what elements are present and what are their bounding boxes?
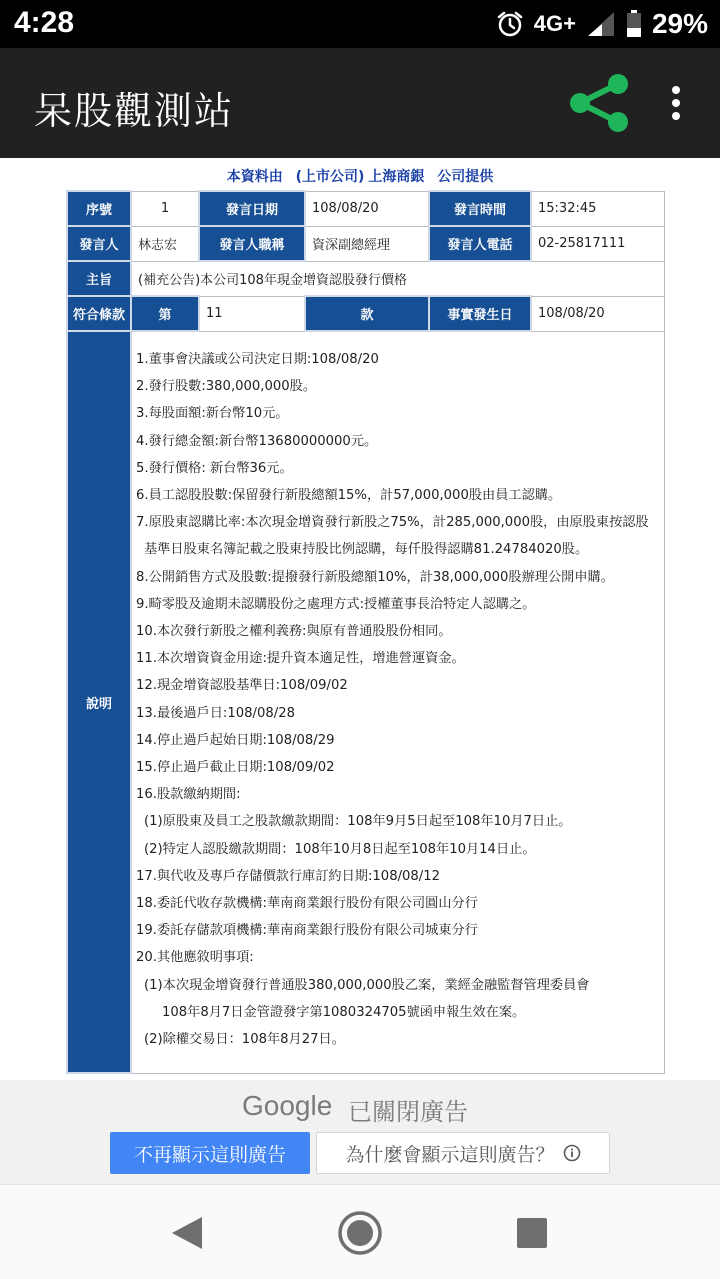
- status-time: 4:28: [14, 6, 75, 39]
- description-line: 11.本次增資資金用途:提升資本適足性，增進營運資金。: [136, 651, 465, 667]
- app-title: 呆股觀測站: [34, 89, 235, 133]
- navigation-bar: [0, 1184, 720, 1279]
- description-line: 4.發行總金額:新台幣13680000000元。: [136, 433, 378, 449]
- description-line: 17.與代收及專戶存儲價款行庫訂約日期:108/08/12: [136, 868, 441, 884]
- signal-icon: [586, 10, 616, 38]
- description-line: 8.公開銷售方式及股數:提撥發行新股總額10%，計38,000,000股辦理公開申購。: [136, 569, 614, 585]
- table-row: [67, 296, 664, 331]
- source-company: 上海商銀: [368, 169, 425, 185]
- phone-label: 發言人電話: [429, 226, 531, 261]
- description-list: [136, 346, 660, 1053]
- description-line: (1)原股東及員工之股款繳款期間：108年9月5日起至108年10月7日止。: [144, 814, 572, 830]
- description-line: 14.停止過戶起始日期:108/08/29: [136, 732, 335, 748]
- clause-kuan: 款: [305, 296, 429, 331]
- back-icon[interactable]: [170, 1215, 204, 1251]
- event-date-value: 108/08/20: [531, 296, 664, 331]
- table-row: [67, 331, 664, 1073]
- table-row: [67, 226, 664, 261]
- app-bar: [0, 48, 720, 158]
- description-line: (2)特定人認股繳款期間：108年10月8日起至108年10月14日止。: [144, 841, 536, 857]
- description-line: (1)本次現金增資發行普通股380,000,000股乙案，業經金融監督管理委員會: [144, 977, 590, 993]
- speaker-title-value: 資深副總經理: [305, 226, 429, 261]
- table-row: [67, 261, 664, 296]
- description-line: 19.委託存儲款項機構:華南商業銀行股份有限公司城東分行: [136, 923, 478, 939]
- time-value: 15:32:45: [531, 191, 664, 226]
- phone-value: 02-25817111: [531, 226, 664, 261]
- status-bar: [0, 0, 720, 48]
- announcement-table: [66, 190, 665, 1074]
- description-line: 108年8月7日金管證發字第1080324705號函申報生效在案。: [162, 1004, 526, 1020]
- description-line: 15.停止過戶截止日期:108/09/02: [136, 760, 335, 776]
- date-label: 發言日期: [199, 191, 305, 226]
- speaker-label: 發言人: [67, 226, 131, 261]
- description-line: (2)除權交易日：108年8月27日。: [144, 1032, 345, 1048]
- description-line: 7.原股東認購比率:本次現金增資發行新股之75%，計285,000,000股，由原股東按認股: [136, 515, 649, 531]
- clause-di: 第: [131, 296, 199, 331]
- ad-closed-banner: [0, 1080, 720, 1184]
- info-icon: [563, 1144, 581, 1162]
- source-prefix: 本資料由: [226, 169, 283, 185]
- time-label: 發言時間: [429, 191, 531, 226]
- subject-label: 主旨: [67, 261, 131, 296]
- description-line: 18.委託代收存款機構:華南商業銀行股份有限公司圓山分行: [136, 896, 478, 912]
- announcement-content: [0, 158, 720, 1080]
- description-line: 12.現金增資認股基準日:108/09/02: [136, 678, 348, 694]
- why-this-ad-label: 為什麼會顯示這則廣告？: [345, 1143, 555, 1166]
- share-icon[interactable]: [566, 72, 632, 134]
- description-line: 3.每股面額:新台幣10元。: [136, 406, 289, 422]
- description-line: 1.董事會決議或公司決定日期:108/08/20: [136, 352, 379, 367]
- more-vert-icon[interactable]: [664, 78, 688, 128]
- description-line: 5.發行價格: 新台幣36元。: [136, 460, 293, 476]
- network-type: 4G+: [533, 11, 576, 36]
- battery-percent: 29%: [651, 8, 708, 39]
- stop-showing-ad-button[interactable]: 不再顯示這則廣告: [110, 1132, 310, 1174]
- date-value: 108/08/20: [305, 191, 429, 226]
- home-icon[interactable]: [336, 1209, 384, 1257]
- description-label: 說明: [67, 331, 131, 1073]
- clause-number: 11: [199, 296, 305, 331]
- serial-label: 序號: [67, 191, 131, 226]
- speaker-value: 林志宏: [131, 226, 199, 261]
- description-line: 9.畸零股及逾期未認購股份之處理方式:授權董事長洽特定人認購之。: [136, 596, 536, 612]
- clause-label: 符合條款: [67, 296, 131, 331]
- subject-value: (補充公告)本公司108年現金增資認股發行價格: [131, 261, 664, 296]
- serial-value: 1: [131, 191, 199, 226]
- table-row: [67, 191, 664, 226]
- description-line: 10.本次發行新股之權利義務:與原有普通股股份相同。: [136, 624, 452, 640]
- description-line: 基準日股東名簿記載之股東持股比例認購，每仟股得認購81.24784020股。: [144, 542, 589, 558]
- description-line: 6.員工認股股數:保留發行新股總額15%，計57,000,000股由員工認購。: [136, 488, 562, 504]
- description-body: [131, 331, 664, 1073]
- description-line: 13.最後過戶日:108/08/28: [136, 705, 295, 721]
- ad-closed-text: 已關閉廣告: [348, 1098, 468, 1126]
- google-logo: Google: [242, 1090, 333, 1121]
- recents-icon[interactable]: [516, 1217, 548, 1249]
- source-line: [0, 166, 720, 186]
- source-suffix: 公司提供: [437, 169, 494, 185]
- speaker-title-label: 發言人職稱: [199, 226, 305, 261]
- source-company-type: (上市公司): [295, 169, 365, 185]
- status-icons: [496, 6, 708, 42]
- why-this-ad-button[interactable]: [316, 1132, 610, 1174]
- description-line: 20.其他應敘明事項:: [136, 950, 254, 966]
- alarm-icon: [496, 10, 524, 38]
- description-line: 2.發行股數:380,000,000股。: [136, 379, 317, 395]
- event-date-label: 事實發生日: [429, 296, 531, 331]
- battery-icon: [626, 10, 642, 38]
- description-line: 16.股款繳納期間:: [136, 787, 241, 803]
